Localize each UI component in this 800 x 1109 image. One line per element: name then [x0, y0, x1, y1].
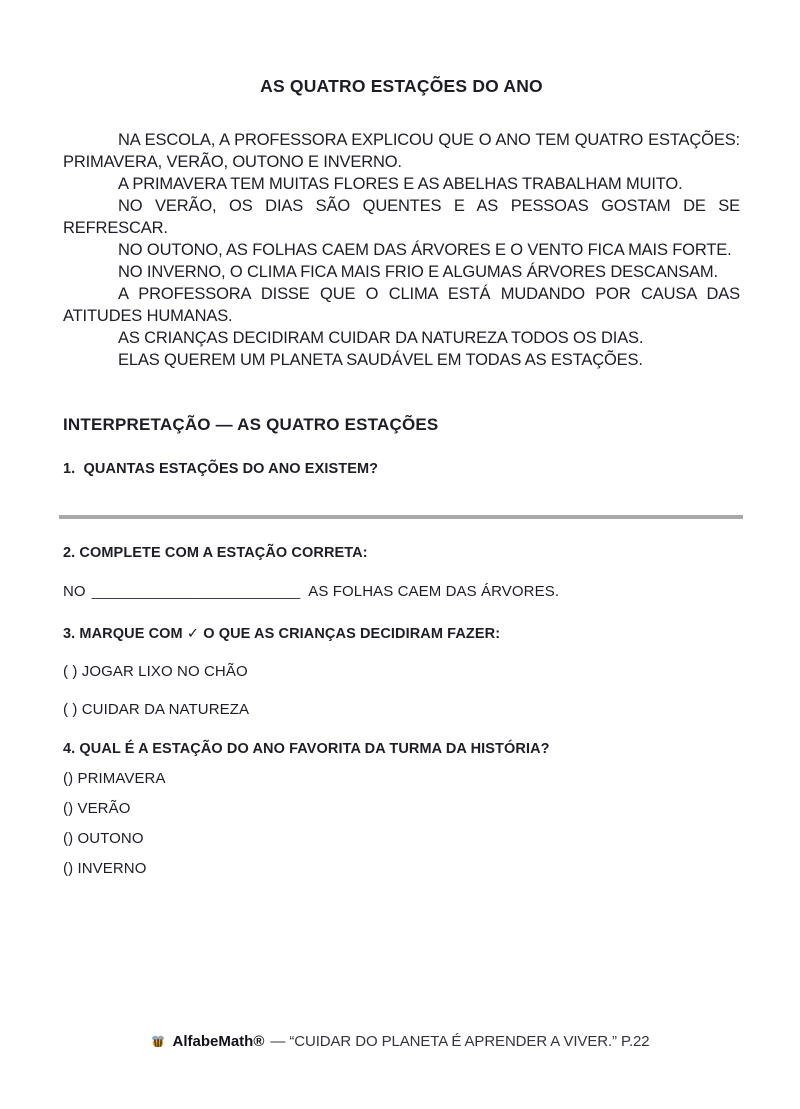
- question-2-answer-line: [63, 583, 740, 600]
- question-4-option[interactable]: () VERÃO: [63, 800, 131, 817]
- question-4-label: 4. QUAL É A ESTAÇÃO DO ANO FAVORITA DA TURMA DA HISTÓRIA?: [63, 741, 550, 757]
- question-3-option[interactable]: ( ) CUIDAR DA NATUREZA: [63, 701, 250, 718]
- question-3: [63, 626, 740, 718]
- story-text: [63, 129, 740, 371]
- section-divider: [59, 515, 743, 519]
- question-4-option[interactable]: () INVERNO: [63, 860, 147, 877]
- section-heading: INTERPRETAÇÃO — AS QUATRO ESTAÇÕES: [63, 415, 439, 434]
- question-2: [63, 545, 740, 600]
- answer-suffix: AS FOLHAS CAEM DAS ÁRVORES.: [308, 583, 560, 600]
- story-paragraph: NA ESCOLA, A PROFESSORA EXPLICOU QUE O ANO TEM QUATRO ESTAÇÕES: PRIMAVERA, VERÃO, OUTONO E INVERNO.: [63, 131, 740, 171]
- question-3-label: 3. MARQUE COM ✓ O QUE AS CRIANÇAS DECIDIRAM FAZER:: [63, 626, 501, 642]
- question-4-option[interactable]: () OUTONO: [63, 830, 144, 847]
- bee-icon: [150, 1034, 166, 1049]
- answer-prefix: NO: [63, 583, 86, 600]
- story-paragraph: AS CRIANÇAS DECIDIRAM CUIDAR DA NATUREZA TODOS OS DIAS.: [118, 329, 644, 347]
- story-paragraph: A PRIMAVERA TEM MUITAS FLORES E AS ABELHAS TRABALHAM MUITO.: [118, 175, 683, 193]
- story-paragraph: A PROFESSORA DISSE QUE O CLIMA ESTÁ MUDANDO POR CAUSA DAS ATITUDES HUMANAS.: [63, 285, 740, 325]
- question-1-label: 1. QUANTAS ESTAÇÕES DO ANO EXISTEM?: [63, 461, 379, 477]
- answer-blank[interactable]: _________________________: [91, 583, 301, 600]
- footer-quote: — “CUIDAR DO PLANETA É APRENDER A VIVER.” P.22: [270, 1033, 650, 1050]
- question-4-option[interactable]: () PRIMAVERA: [63, 770, 166, 787]
- question-4: [63, 741, 740, 877]
- story-paragraph: ELAS QUEREM UM PLANETA SAUDÁVEL EM TODAS AS ESTAÇÕES.: [118, 351, 643, 369]
- page-title: AS QUATRO ESTAÇÕES DO ANO: [260, 76, 543, 96]
- story-paragraph: NO VERÃO, OS DIAS SÃO QUENTES E AS PESSOAS GOSTAM DE SE REFRESCAR.: [63, 197, 740, 237]
- question-2-label: 2. COMPLETE COM A ESTAÇÃO CORRETA:: [63, 545, 368, 561]
- footer-brand: AlfabeMath®: [172, 1033, 265, 1050]
- question-1: [63, 461, 740, 477]
- story-paragraph: NO INVERNO, O CLIMA FICA MAIS FRIO E ALGUMAS ÁRVORES DESCANSAM.: [118, 263, 718, 281]
- page-footer: [0, 1033, 800, 1050]
- question-3-option[interactable]: ( ) JOGAR LIXO NO CHÃO: [63, 663, 248, 680]
- story-paragraph: NO OUTONO, AS FOLHAS CAEM DAS ÁRVORES E O VENTO FICA MAIS FORTE.: [118, 241, 732, 259]
